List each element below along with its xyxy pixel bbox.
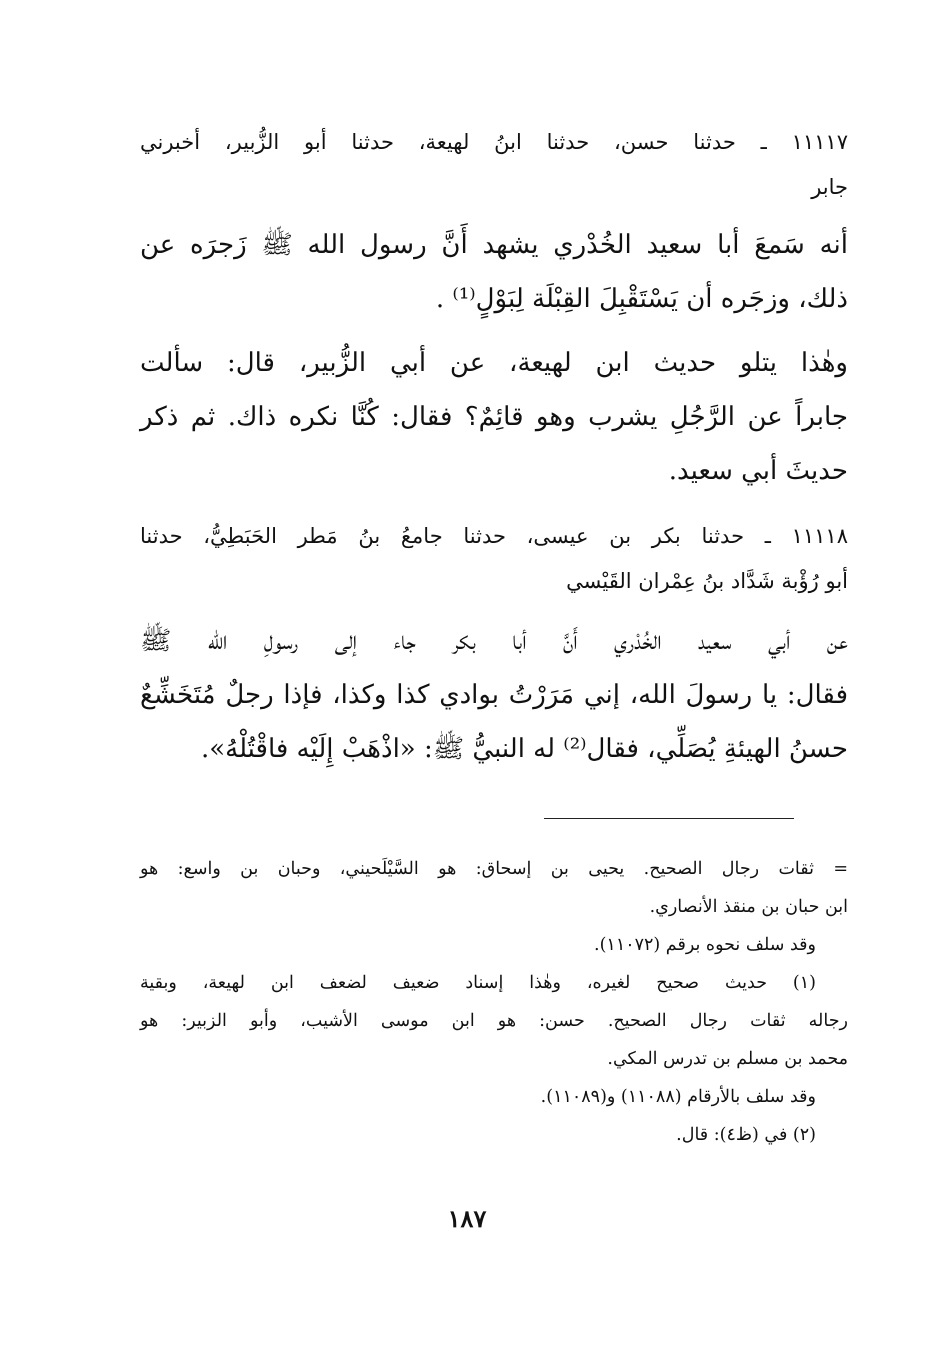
hadith-11118-isnad bbox=[140, 514, 848, 604]
isnad-line: ١١١١٧ ـ حدثنا حسن، حدثنا ابنُ لهيعة، حدثنا أبو الزُّبير، أخبرني bbox=[140, 130, 848, 154]
footnote-1-line: (١) حديث صحيح لغيره، وهٰذا إسناد ضعيف لضعف ابن لهيعة، وبقية bbox=[140, 973, 816, 993]
page-body bbox=[140, 120, 848, 776]
footnote-1-line: محمد بن مسلم بن تدرس المكي. bbox=[607, 1049, 848, 1069]
matn-line: فقال: يا رسولَ الله، إني مَرَرْتُ بوادي كذا وكذا، فإذا رجلٌ مُتَخَشِّعٌ bbox=[140, 680, 848, 710]
footnote-continuation-ref: وقد سلف نحوه برقم (١١٠٧٢). bbox=[594, 935, 816, 955]
commentary-paragraph bbox=[140, 336, 848, 498]
footnote-continuation-line: ابن حبان بن منقذ الأنصاري. bbox=[649, 897, 848, 917]
commentary-line: وهٰذا يتلو حديث ابن لهيعة، عن أبي الزُّبير، قال: سألت bbox=[140, 348, 848, 378]
isnad-line: جابر bbox=[811, 175, 848, 199]
matn-line: عن أبي سعيد الخُدْري أَنَّ أبا بكر جاء إلى رسولِ الله ﷺ bbox=[140, 626, 848, 656]
isnad-line: ١١١١٨ ـ حدثنا بكر بن عيسى، حدثنا جامعُ بنُ مَطر الحَبَطِيُّ، حدثنا bbox=[140, 524, 848, 548]
matn-line: أنه سَمعَ أبا سعيد الخُدْري يشهد أَنَّ رسول الله ﷺ زَجرَه عن bbox=[140, 230, 848, 260]
page-number: ١٨٧ bbox=[447, 1204, 487, 1233]
hadith-11118-matn bbox=[140, 614, 848, 776]
matn-line: ذلك، وزجَره أن يَسْتَقْبِلَ القِبْلَة لِبَوْلٍ⁽¹⁾ . bbox=[435, 284, 848, 314]
footnotes bbox=[140, 850, 848, 1154]
commentary-line: جابراً عن الرَّجُلِ يشرب وهو قائِمٌ؟ فقال: كُنَّا نكره ذاك. ثم ذكر bbox=[140, 402, 848, 432]
footnote-1-line: رجاله ثقات رجال الصحيح. حسن: هو ابن موسى الأشيب، وأبو الزبير: هو bbox=[140, 1011, 848, 1031]
footnote-continuation-line: = ثقات رجال الصحيح. يحيى بن إسحاق: هو السَّيْلَحيني، وحبان بن واسع: هو bbox=[140, 859, 848, 879]
footnote-1-ref: وقد سلف بالأرقام (١١٠٨٨) و(١١٠٨٩). bbox=[540, 1087, 816, 1107]
hadith-11117-isnad bbox=[140, 120, 848, 210]
commentary-line: حديثَ أبي سعيد. bbox=[668, 456, 848, 486]
hadith-11117-matn bbox=[140, 218, 848, 326]
matn-line: حسنُ الهيئةِ يُصَلِّي، فقال⁽²⁾ له النبيُّ ﷺ: «اذْهَبْ إِلَيْه فاقْتُلْهُ». bbox=[200, 734, 848, 764]
footnote-2: (٢) في (ظ٤): قال. bbox=[676, 1125, 816, 1145]
isnad-line: أبو رُؤْبة شَدَّاد بنُ عِمْران القَيْسي bbox=[566, 569, 848, 593]
footnote-separator bbox=[544, 818, 794, 819]
